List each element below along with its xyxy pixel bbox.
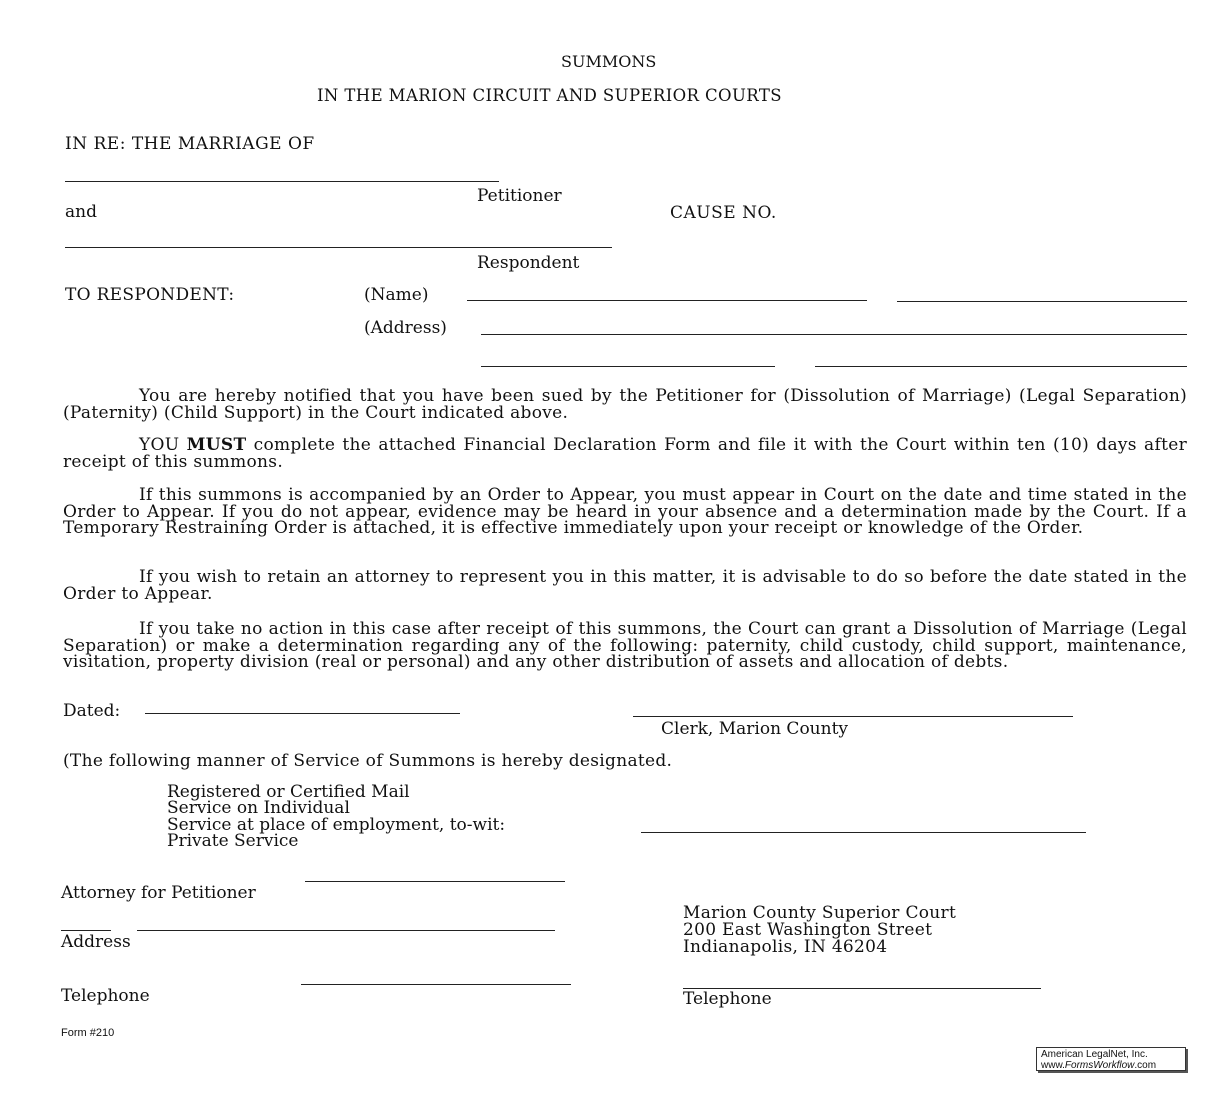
service-intro: (The following manner of Service of Summons is hereby designated. — [63, 751, 673, 771]
attorney-name-line[interactable] — [305, 881, 565, 882]
respondent-address-field-2a[interactable] — [481, 366, 775, 367]
respondent-name-field[interactable] — [467, 300, 867, 301]
and-label: and — [65, 202, 97, 222]
dated-field[interactable] — [145, 713, 460, 714]
notice-paragraph-5: If you take no action in this case after receipt of this summons, the Court can grant a Dissolution of Marriage (Legal Separation) or make a determination regarding any of the following: paternity, child custody, child support, maintenance, visitation, property division (real or personal) and any other distribution of assets and allocation of debts. — [63, 619, 1187, 672]
petitioner-label: Petitioner — [477, 186, 562, 206]
publisher-name: American LegalNet, Inc. — [1041, 1049, 1148, 1060]
in-re-label: IN RE: THE MARRIAGE OF — [65, 134, 315, 154]
notice-paragraph-1: You are hereby notified that you have been sued by the Petitioner for (Dissolution of Marriage) (Legal Separation) (Paternity) (Child Support) in the Court indicated above. — [63, 386, 1187, 423]
attorney-address-line-b[interactable] — [137, 930, 555, 931]
dated-label: Dated: — [63, 701, 121, 721]
notice-paragraph-4: If you wish to retain an attorney to represent you in this matter, it is advisable to do so before the date stated in the Order to Appear. — [63, 567, 1187, 604]
attorney-address-line-a[interactable] — [61, 930, 111, 931]
court-address-line1: Marion County Superior Court — [683, 903, 957, 923]
form-number: Form #210 — [61, 1027, 115, 1039]
service-option-individual: Service on Individual — [167, 798, 350, 818]
respondent-name-field-2[interactable] — [897, 301, 1187, 302]
clerk-signature-line[interactable] — [633, 716, 1073, 717]
document-title: SUMMONS — [561, 52, 657, 71]
service-option-employment: Service at place of employment, to-wit: — [167, 815, 506, 835]
must-emphasis: MUST — [186, 435, 247, 455]
name-label: (Name) — [364, 285, 429, 305]
court-address-line3: Indianapolis, IN 46204 — [683, 937, 888, 957]
attorney-telephone-label: Telephone — [61, 986, 150, 1006]
publisher-website[interactable]: www.FormsWorkflow.com — [1041, 1060, 1157, 1071]
petitioner-name-line[interactable] — [65, 181, 499, 182]
service-option-private: Private Service — [167, 831, 299, 851]
court-name: IN THE MARION CIRCUIT AND SUPERIOR COURTS — [317, 86, 782, 105]
court-address-line2: 200 East Washington Street — [683, 920, 933, 940]
respondent-address-field[interactable] — [481, 334, 1187, 335]
address-label: (Address) — [364, 318, 447, 338]
court-telephone-label: Telephone — [683, 989, 772, 1009]
respondent-address-field-2b[interactable] — [815, 366, 1187, 367]
employment-address-field[interactable] — [641, 832, 1086, 833]
attorney-address-label: Address — [61, 932, 131, 952]
attorney-telephone-line[interactable] — [301, 984, 571, 985]
service-option-registered-mail: Registered or Certified Mail — [167, 782, 410, 802]
respondent-name-line[interactable] — [65, 247, 612, 248]
publisher-badge — [1036, 1047, 1186, 1071]
to-respondent-label: TO RESPONDENT: — [65, 285, 235, 305]
cause-number-label: CAUSE NO. — [670, 203, 777, 223]
respondent-label: Respondent — [477, 253, 580, 273]
notice-paragraph-3: If this summons is accompanied by an Order to Appear, you must appear in Court on the date and time stated in the Order to Appear. If you do not appear, evidence may be heard in your absence and a determination made by the Court. If a Temporary Restraining Order is attached, it is effective immediately upon your receipt or knowledge of the Order. — [63, 485, 1187, 538]
attorney-label: Attorney for Petitioner — [61, 883, 256, 903]
clerk-label: Clerk, Marion County — [661, 719, 849, 739]
notice-paragraph-2: YOU MUST complete the attached Financial Declaration Form and file it with the Court within ten (10) days after receipt of this summons. — [63, 435, 1187, 472]
